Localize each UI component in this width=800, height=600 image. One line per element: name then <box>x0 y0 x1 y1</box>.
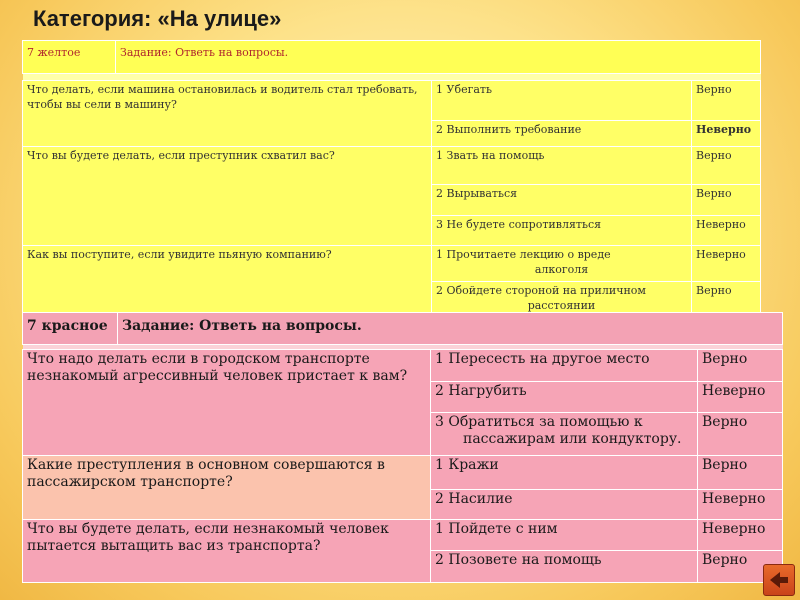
yellow-result: Верно <box>692 185 761 216</box>
pink-answer: 2 Позовете на помощь <box>431 551 698 583</box>
yellow-answer-line2: расстоянии <box>527 299 596 312</box>
pink-question-3: Что вы будете делать, если незнакомый человек пытается вытащить вас из транспорта? <box>23 520 431 583</box>
yellow-answer-line2: алкоголя <box>534 263 589 276</box>
pink-header-label: 7 красное <box>23 313 118 345</box>
yellow-answer <box>432 246 692 282</box>
pink-result: Неверно <box>698 490 783 520</box>
yellow-question-1: Что делать, если машина остановилась и водитель стал требовать, чтобы вы сели в машину? <box>23 81 432 147</box>
yellow-answer: 3 Не будете сопротивляться <box>432 216 692 246</box>
pink-answer <box>431 413 698 456</box>
yellow-question-2: Что вы будете делать, если преступник схватил вас? <box>23 147 432 246</box>
pink-result: Неверно <box>698 520 783 551</box>
pink-answer-line1: 3 Обратиться за помощью к <box>435 414 643 430</box>
pink-result: Верно <box>698 413 783 456</box>
pink-answer: 1 Пойдете с ним <box>431 520 698 551</box>
pink-question-2: Какие преступления в основном совершаются в пассажирском транспорте? <box>23 456 431 520</box>
yellow-header-task: Задание: Ответь на вопросы. <box>116 41 761 74</box>
pink-answer: 2 Насилие <box>431 490 698 520</box>
pink-quiz-table <box>22 312 783 583</box>
pink-result: Верно <box>698 456 783 490</box>
pink-result: Неверно <box>698 382 783 413</box>
yellow-answer: 1 Звать на помощь <box>432 147 692 185</box>
yellow-result: Неверно <box>692 121 761 147</box>
pink-answer: 2 Нагрубить <box>431 382 698 413</box>
pink-answer: 1 Кражи <box>431 456 698 490</box>
yellow-result: Верно <box>692 147 761 185</box>
pink-answer-line2: пассажирам или кондуктору. <box>463 431 682 447</box>
page-title: Категория: «На улице» <box>33 6 282 31</box>
yellow-result: Верно <box>692 282 761 318</box>
pink-result: Верно <box>698 551 783 583</box>
yellow-answer: 2 Вырываться <box>432 185 692 216</box>
yellow-result: Верно <box>692 81 761 121</box>
yellow-header-label: 7 желтое <box>23 41 116 74</box>
yellow-result: Неверно <box>692 246 761 282</box>
back-arrow-icon <box>768 569 790 591</box>
yellow-answer-line1: 2 Обойдете стороной на приличном <box>436 284 646 297</box>
back-button[interactable] <box>763 564 795 596</box>
pink-header-task: Задание: Ответь на вопросы. <box>118 313 783 345</box>
pink-question-1: Что надо делать если в городском транспорте незнакомый агрессивный человек пристает к вам? <box>23 350 431 456</box>
yellow-answer: 2 Выполнить требование <box>432 121 692 147</box>
pink-result: Верно <box>698 350 783 382</box>
yellow-question-3: Как вы поступите, если увидите пьяную компанию? <box>23 246 432 318</box>
pink-answer: 1 Пересесть на другое место <box>431 350 698 382</box>
yellow-result: Неверно <box>692 216 761 246</box>
yellow-quiz-table <box>22 40 761 318</box>
yellow-answer-line1: 1 Прочитаете лекцию о вреде <box>436 248 611 261</box>
yellow-answer: 1 Убегать <box>432 81 692 121</box>
